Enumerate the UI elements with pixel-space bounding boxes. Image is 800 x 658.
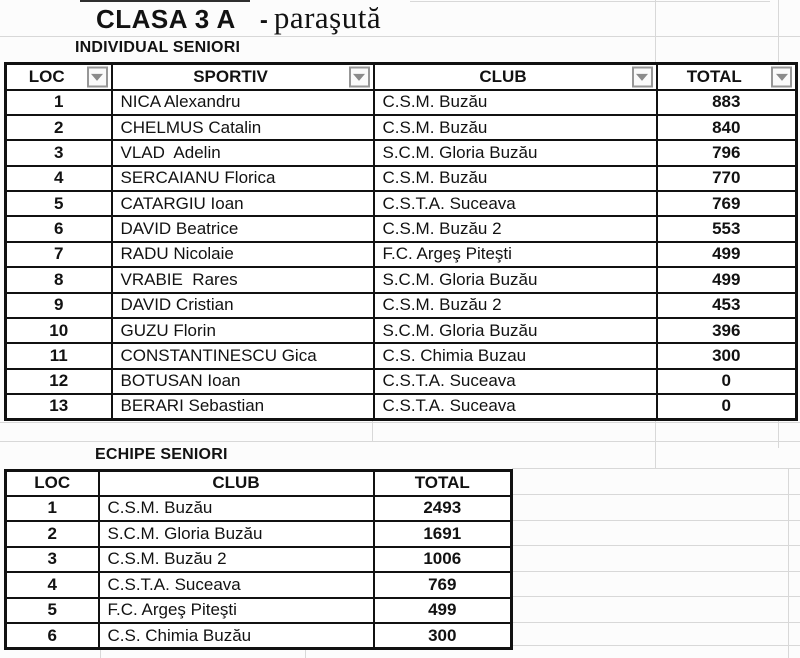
column-header-label: CLUB	[479, 66, 527, 86]
club-cell[interactable]: S.C.M. Gloria Buzău	[374, 140, 657, 165]
title-class-label: CLASA 3 A	[96, 4, 236, 34]
loc-cell[interactable]: 1	[6, 90, 112, 115]
total-cell[interactable]: 1006	[374, 547, 512, 573]
title-discipline-label: paraşută	[273, 0, 382, 35]
table-row	[6, 140, 797, 165]
gridline	[0, 36, 800, 37]
individual-section-label: INDIVIDUAL SENIORI	[75, 39, 241, 56]
gridline	[372, 418, 373, 442]
sportiv-cell[interactable]: BOTUSAN Ioan	[112, 369, 374, 394]
table-row	[6, 547, 512, 573]
filter-dropdown-button-total[interactable]	[771, 66, 792, 87]
club-cell[interactable]: S.C.M. Gloria Buzău	[99, 521, 374, 547]
title-separator: -	[259, 7, 268, 34]
total-cell[interactable]: 0	[657, 369, 797, 394]
sportiv-cell[interactable]: CONSTANTINESCU Gica	[112, 343, 374, 368]
loc-cell[interactable]: 8	[6, 267, 112, 292]
total-cell[interactable]: 499	[374, 598, 512, 624]
club-cell[interactable]: C.S.M. Buzău 2	[374, 216, 657, 241]
column-header-label: LOC	[34, 473, 71, 493]
sportiv-cell[interactable]: CHELMUS Catalin	[112, 115, 374, 140]
gridline	[778, 418, 779, 448]
sportiv-cell[interactable]: RADU Nicolaie	[112, 242, 374, 267]
club-cell[interactable]: C.S.M. Buzău	[374, 90, 657, 115]
loc-cell[interactable]: 6	[6, 623, 99, 649]
column-header-loc	[6, 471, 99, 496]
loc-cell[interactable]: 2	[6, 115, 112, 140]
column-header-label: TOTAL	[686, 66, 742, 86]
column-header-label: TOTAL	[414, 473, 470, 493]
gridline	[512, 571, 800, 572]
column-header-total	[657, 64, 797, 90]
table-row	[6, 90, 797, 115]
total-cell[interactable]: 1691	[374, 521, 512, 547]
column-header-total	[374, 471, 512, 496]
loc-cell[interactable]: 13	[6, 394, 112, 419]
sportiv-cell[interactable]: GUZU Florin	[112, 318, 374, 343]
total-cell[interactable]: 300	[657, 343, 797, 368]
sportiv-cell[interactable]: BERARI Sebastian	[112, 394, 374, 419]
club-cell[interactable]: F.C. Argeş Piteşti	[99, 598, 374, 624]
total-cell[interactable]: 300	[374, 623, 512, 649]
club-cell[interactable]: C.S. Chimia Buzau	[374, 343, 657, 368]
table-row	[6, 115, 797, 140]
filter-dropdown-button-club[interactable]	[632, 66, 653, 87]
total-cell[interactable]: 883	[657, 90, 797, 115]
table-row	[6, 496, 512, 522]
column-header-club	[99, 471, 374, 496]
gridline	[0, 422, 800, 423]
sportiv-cell[interactable]: NICA Alexandru	[112, 90, 374, 115]
table-row	[6, 598, 512, 624]
club-cell[interactable]: F.C. Argeş Piteşti	[374, 242, 657, 267]
column-header-club	[374, 64, 657, 90]
loc-cell[interactable]: 3	[6, 140, 112, 165]
total-cell[interactable]: 770	[657, 166, 797, 191]
sportiv-cell[interactable]: SERCAIANU Florica	[112, 166, 374, 191]
loc-cell[interactable]: 10	[6, 318, 112, 343]
total-cell[interactable]: 396	[657, 318, 797, 343]
club-cell[interactable]: C.S.T.A. Suceava	[374, 191, 657, 216]
loc-cell[interactable]: 12	[6, 369, 112, 394]
loc-cell[interactable]: 5	[6, 191, 112, 216]
loc-cell[interactable]: 1	[6, 496, 99, 522]
sportiv-cell[interactable]: VLAD Adelin	[112, 140, 374, 165]
loc-cell[interactable]: 11	[6, 343, 112, 368]
sportiv-cell[interactable]: DAVID Beatrice	[112, 216, 374, 241]
gridline	[410, 1, 770, 2]
club-cell[interactable]: C.S. Chimia Buzău	[99, 623, 374, 649]
table-row	[6, 369, 797, 394]
column-header-sportiv	[112, 64, 374, 90]
column-header-loc	[6, 64, 112, 90]
club-cell[interactable]: C.S.T.A. Suceava	[374, 394, 657, 419]
teams-table	[4, 469, 513, 650]
gridline	[512, 622, 800, 623]
gridline	[512, 645, 800, 646]
club-cell[interactable]: C.S.M. Buzău	[374, 115, 657, 140]
club-cell[interactable]: C.S.M. Buzău 2	[99, 547, 374, 573]
total-cell[interactable]: 453	[657, 293, 797, 318]
table-row	[6, 521, 512, 547]
gridline	[655, 0, 656, 62]
total-cell[interactable]: 840	[657, 115, 797, 140]
total-cell[interactable]: 499	[657, 267, 797, 292]
individual-header-row	[6, 64, 797, 90]
table-row	[6, 242, 797, 267]
loc-cell[interactable]: 5	[6, 598, 99, 624]
loc-cell[interactable]: 3	[6, 547, 99, 573]
table-row	[6, 343, 797, 368]
loc-cell[interactable]: 6	[6, 216, 112, 241]
column-header-label: SPORTIV	[193, 66, 268, 86]
sportiv-cell[interactable]: VRABIE Rares	[112, 267, 374, 292]
club-cell[interactable]: C.S.T.A. Suceava	[374, 369, 657, 394]
total-cell[interactable]: 499	[657, 242, 797, 267]
loc-cell[interactable]: 4	[6, 572, 99, 598]
loc-cell[interactable]: 9	[6, 293, 112, 318]
club-cell[interactable]: C.S.T.A. Suceava	[99, 572, 374, 598]
sportiv-cell[interactable]: CATARGIU Ioan	[112, 191, 374, 216]
club-cell[interactable]: S.C.M. Gloria Buzău	[374, 267, 657, 292]
total-cell[interactable]: 769	[374, 572, 512, 598]
teams-table-body	[6, 496, 512, 649]
gridline	[655, 418, 656, 469]
filter-dropdown-button-sportiv[interactable]	[349, 66, 370, 87]
total-cell[interactable]: 2493	[374, 496, 512, 522]
table-row	[6, 623, 512, 649]
gridline	[788, 468, 789, 658]
individual-table-body	[6, 90, 797, 420]
gridline	[512, 494, 800, 495]
gridline	[778, 0, 779, 62]
gridline	[512, 545, 800, 546]
teams-section-label: ECHIPE SENIORI	[95, 446, 228, 463]
table-row	[6, 166, 797, 191]
loc-cell[interactable]: 4	[6, 166, 112, 191]
column-header-label: CLUB	[212, 473, 260, 493]
gridline	[512, 520, 800, 521]
sportiv-cell[interactable]: DAVID Cristian	[112, 293, 374, 318]
total-cell[interactable]: 0	[657, 394, 797, 419]
table-row	[6, 216, 797, 241]
gridline	[0, 441, 800, 442]
table-row	[6, 267, 797, 292]
table-row	[6, 293, 797, 318]
filter-dropdown-button-loc[interactable]	[87, 66, 108, 87]
table-row	[6, 394, 797, 419]
total-cell[interactable]: 553	[657, 216, 797, 241]
page-title	[96, 0, 381, 36]
teams-header-row	[6, 471, 512, 496]
individual-table	[4, 62, 798, 421]
table-row	[6, 318, 797, 343]
loc-cell[interactable]: 7	[6, 242, 112, 267]
total-cell[interactable]: 769	[657, 191, 797, 216]
club-cell[interactable]: C.S.M. Buzău	[374, 166, 657, 191]
table-row	[6, 191, 797, 216]
gridline	[512, 468, 800, 469]
club-cell[interactable]: C.S.M. Buzău	[99, 496, 374, 522]
gridline	[512, 596, 800, 597]
club-cell[interactable]: S.C.M. Gloria Buzău	[374, 318, 657, 343]
loc-cell[interactable]: 2	[6, 521, 99, 547]
club-cell[interactable]: C.S.M. Buzău 2	[374, 293, 657, 318]
column-header-label: LOC	[28, 66, 65, 86]
total-cell[interactable]: 796	[657, 140, 797, 165]
table-row	[6, 572, 512, 598]
